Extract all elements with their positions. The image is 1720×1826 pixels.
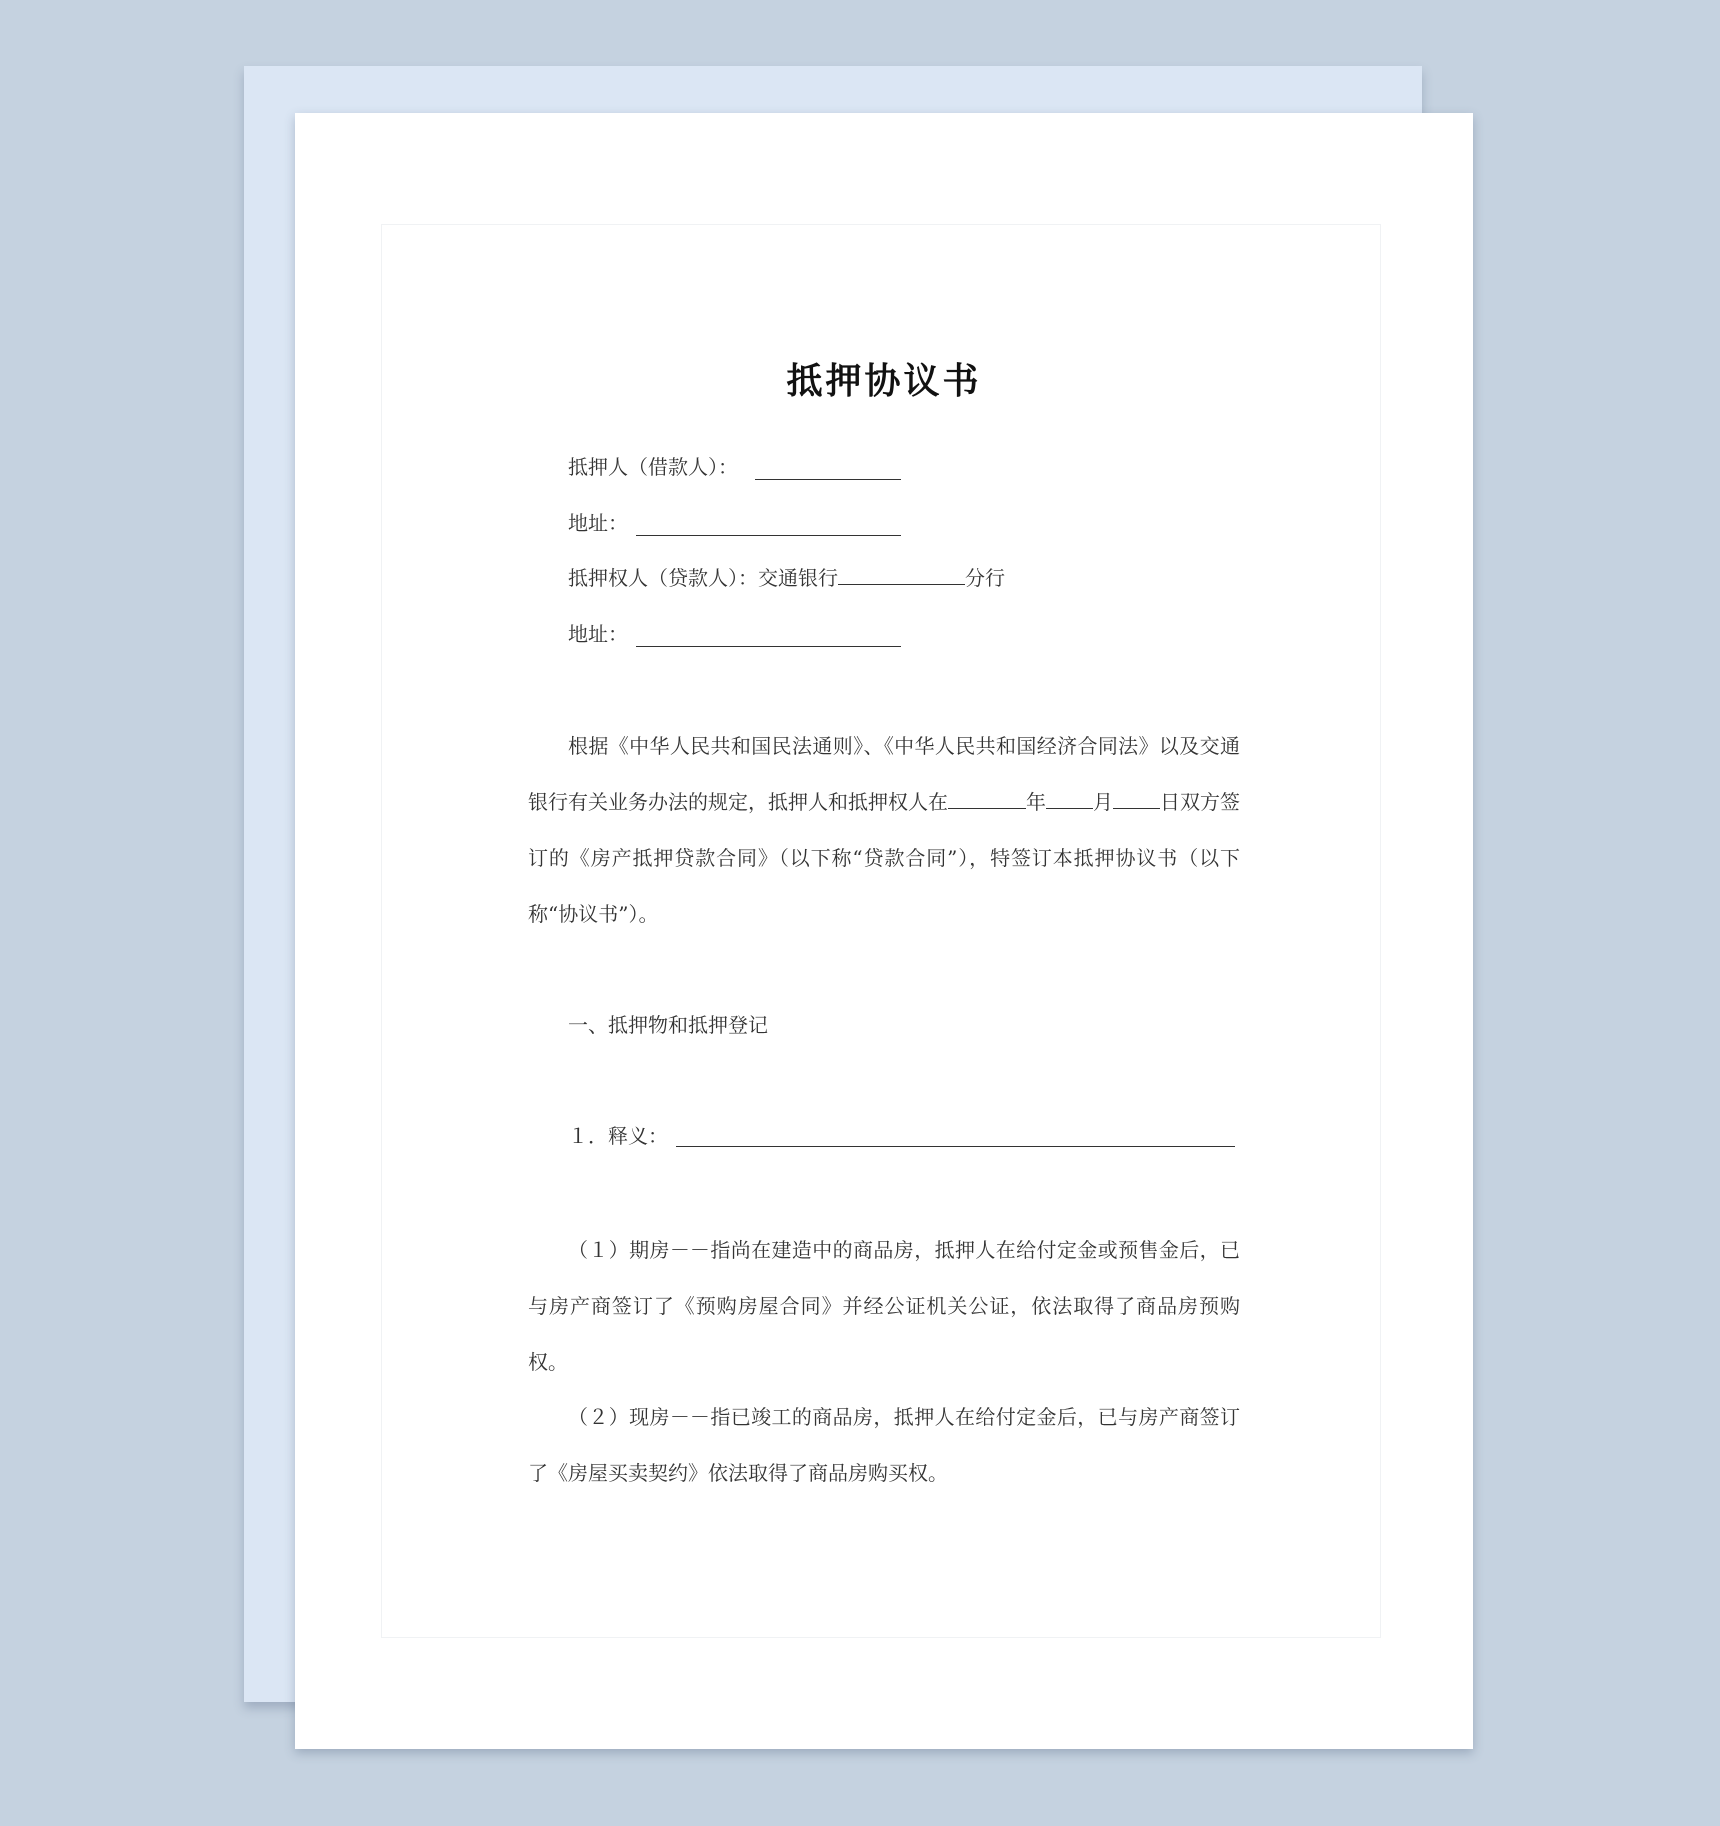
document-title: 抵押协议书 — [786, 361, 982, 402]
preamble-text-2: 日双方签订的《房产抵押贷款合同》（以下称“贷款合同”），特签订本抵押协议书（以下称“协议书”）。 — [528, 790, 1240, 926]
document-page — [295, 113, 1473, 1749]
mortgagee-label: 抵押权人（贷款人）：交通银行 — [568, 566, 838, 590]
section-heading: 一、抵押物和抵押登记 — [568, 1013, 768, 1037]
mortgagor-blank[interactable] — [755, 479, 901, 480]
address2-label: 地址： — [568, 622, 628, 646]
address2-blank[interactable] — [636, 646, 901, 647]
day-blank[interactable] — [1113, 788, 1160, 809]
mortgagee-row — [568, 564, 1005, 592]
address1-row — [568, 509, 628, 537]
address1-label: 地址： — [568, 511, 628, 535]
preamble-paragraph — [528, 718, 1240, 942]
mortgagor-row — [568, 453, 738, 481]
clause-1-paragraph: （１）期房－－指尚在建造中的商品房，抵押人在给付定金或预售金后，已与房产商签订了《预购房屋合同》并经公证机关公证，依法取得了商品房预购权。 — [528, 1238, 1240, 1374]
year-label: 年 — [1026, 790, 1046, 814]
item1-row — [568, 1122, 668, 1150]
clause-2-paragraph: （２）现房－－指已竣工的商品房，抵押人在给付定金后，已与房产商签订了《房屋买卖契约》依法取得了商品房购买权。 — [528, 1405, 1240, 1485]
mortgagor-label: 抵押人（借款人）： — [568, 455, 738, 479]
month-blank[interactable] — [1046, 788, 1093, 809]
address1-blank[interactable] — [636, 535, 901, 536]
definition-blank[interactable] — [676, 1146, 1235, 1147]
month-label: 月 — [1093, 790, 1113, 814]
preamble-text-1: 根据《中华人民共和国民法通则》、《中华人民共和国经济合同法》以及交通银行有关业务办法的规定，抵押人和抵押权人在 — [528, 734, 1240, 814]
branch-blank[interactable] — [838, 564, 965, 585]
branch-suffix: 分行 — [965, 566, 1005, 590]
address2-row — [568, 620, 628, 648]
item1-label: １．释义： — [568, 1124, 668, 1148]
year-blank[interactable] — [948, 788, 1026, 809]
